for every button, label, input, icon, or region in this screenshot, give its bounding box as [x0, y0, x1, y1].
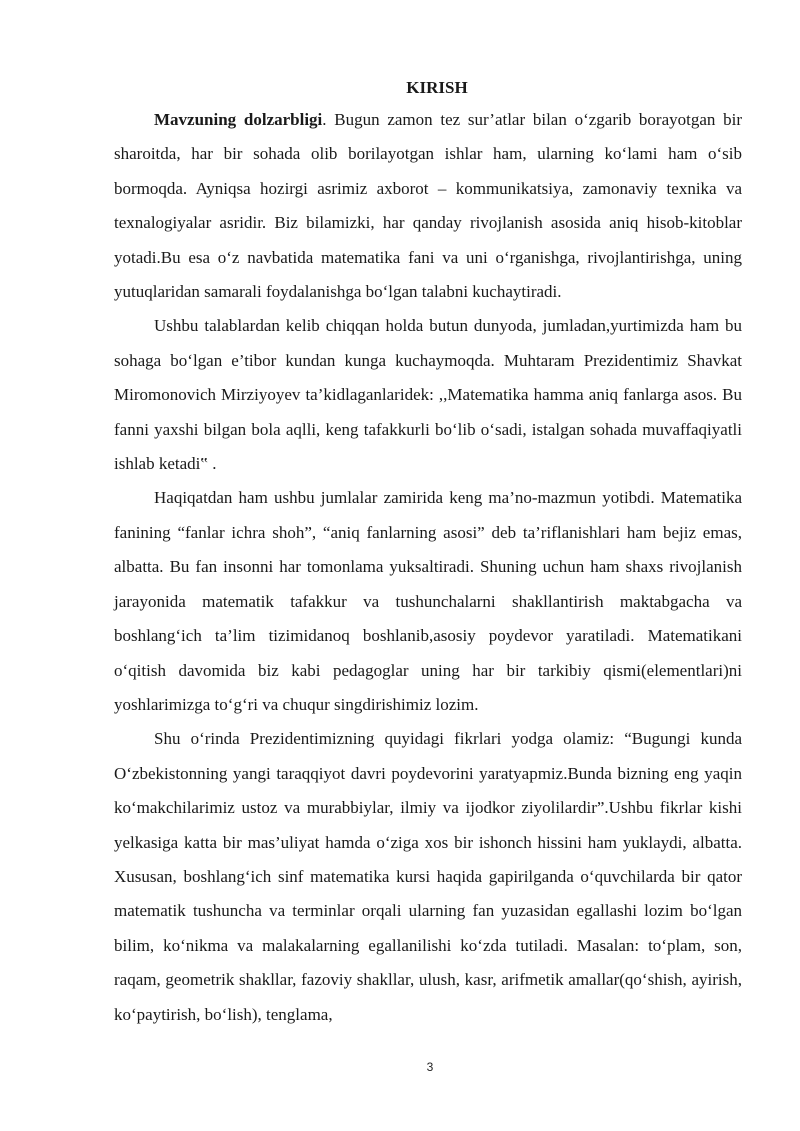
section-heading: KIRISH	[406, 78, 468, 97]
paragraph-text: . Bugun zamon tez sur’atlar bilan o‘zgarib borayotgan bir sharoitda, har bir sohada olib borilayotgan ishlar ham, ularning ko‘lami ham o‘sib bormoqda. Ayniqsa hozirgi asrimiz axborot – kommunikatsiya, zamonaviy texnika va texnalogiyalar asridir. Biz bilamizki, har qanday rivojlanish asosida aniq hisob-kitoblar yotadi.Bu esa o‘z navbatida matematika fani va uni o‘rganishga, rivojlantirishga, uning yutuqlaridan samarali foydalanishga bo‘lgan talabni kuchaytiradi.	[114, 110, 742, 302]
page-number: 3	[426, 1060, 434, 1074]
paragraph-lead-term: Mavzuning dolzarbligi	[154, 110, 323, 129]
paragraph-meaning: Haqiqatdan ham ushbu jumlalar zamirida keng ma’no-mazmun yotibdi. Matematika fanining “fanlar ichra shoh”, “aniq fanlarning asosi” deb ta’riflanishlari ham bejiz emas, albatta. Bu fan insonni har tomonlama yuksaltiradi. Shuning uchun ham shaxs rivojlanish jarayonida matematik tafakkur va tushunchalarni shakllantirish maktabgacha va boshlang‘ich ta’lim tizimidanoq boshlanib,asosiy poydevor yaratiladi. Matematikani o‘qitish davomida biz kabi pedagoglar uning har bir tarkibiy qismi(elementlari)ni yoshlarimizga to‘g‘ri va chuqur singdirishimiz lozim.	[114, 488, 742, 714]
paragraph-relevance	[114, 103, 742, 309]
page-content	[114, 75, 742, 1032]
paragraph-teachers: Shu o‘rinda Prezidentimizning quyidagi fikrlari yodga olamiz: “Bugungi kunda O‘zbekistonning yangi taraqqiyot davri poydevorini yaratyapmiz.Bunda bizning eng yaqin ko‘makchilarimiz ustoz va murabbiylar, ilmiy va ijodkor ziyolilardir”.Ushbu fikrlar kishi yelkasiga katta bir mas’uliyat hamda o‘ziga xos bir ishonch hissini ham yuklaydi, albatta. Xususan, boshlang‘ich sinf matematika kursi haqida gapirilganda o‘quvchilarda bir qator matematik tushuncha va terminlar orqali ularning fan yuzasidan egallashi lozim bo‘lgan bilim, ko‘nikma va malakalarning egallanilishi ko‘zda tutiladi. Masalan: to‘plam, son, raqam, geometrik shakllar, fazoviy shakllar, ulush, kasr, arifmetik amallar(qo‘shish, ayirish, ko‘paytirish, bo‘lish), tenglama,	[114, 729, 742, 1024]
paragraph-president-quote: Ushbu talablardan kelib chiqqan holda butun dunyoda, jumladan,yurtimizda ham bu sohaga bo‘lgan e’tibor kundan kunga kuchaymoqda. Muhtaram Prezidentimiz Shavkat Miromonovich Mirziyoyev ta’kidlaganlaridek: ,,Matematika hamma aniq fanlarga asos. Bu fanni yaxshi bilgan bola aqlli, keng tafakkurli bo‘lib o‘sadi, istalgan sohada muvaffaqiyatli ishlab ketadi‟ .	[114, 316, 742, 474]
